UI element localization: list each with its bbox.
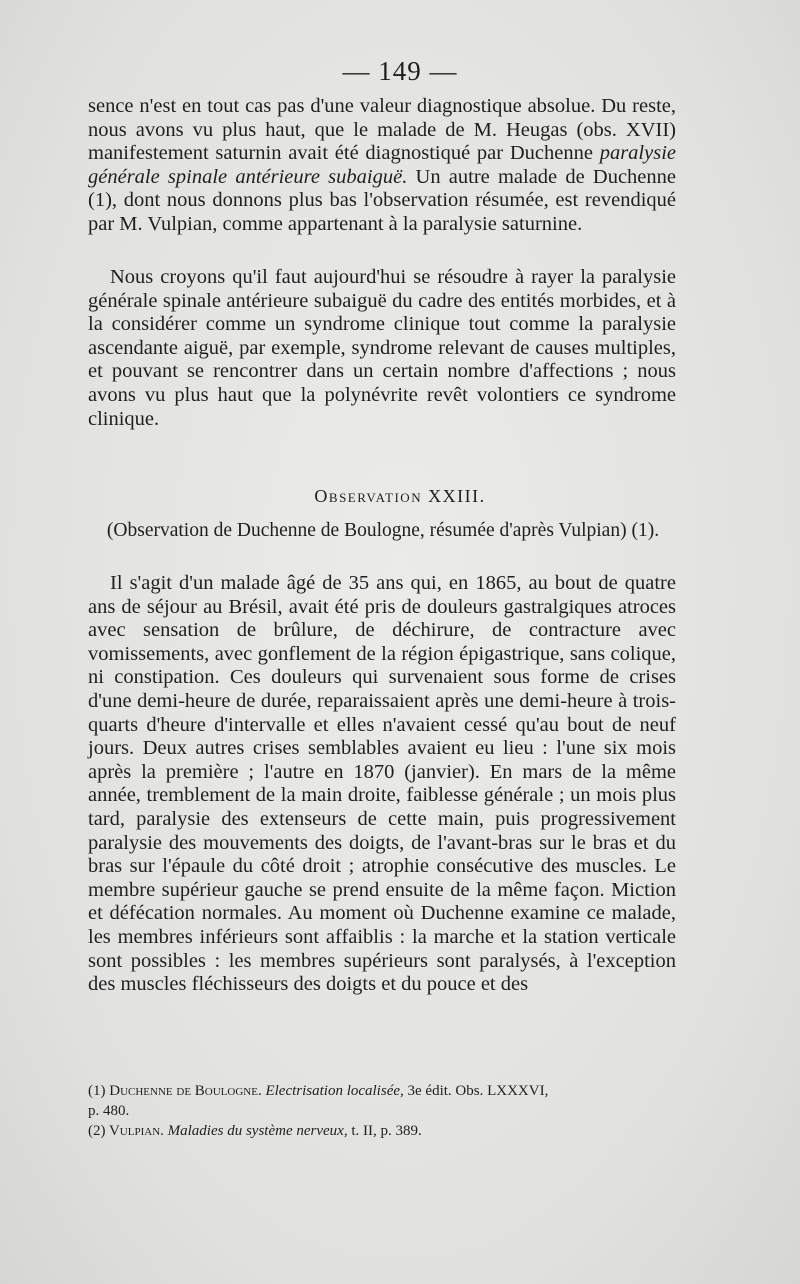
footnote-1-title: Electrisation localisée, (265, 1083, 404, 1099)
paragraph-1-text: sence n'est en tout cas pas d'une valeur diagnostique absolue. Du reste, nous avons vu plus haut, que le malade de M. Heugas (obs. XVII) manifestement saturnin avait été diagnostiqué par Duchenne (88, 95, 676, 165)
text-block-conclusion (88, 266, 676, 431)
observation-subtitle: (Observation de Duchenne de Boulogne, résumée d'après Vulpian) (1). (106, 520, 660, 541)
footnote-1-rest: 3e édit. Obs. LXXXVI, (407, 1083, 549, 1099)
footnote-2-rest: t. II, p. 389. (351, 1123, 422, 1139)
paragraph-1-end: Un autre malade de Duchenne (1), dont nous donnons plus bas l'observation résumée, est revendiqué par M. Vulpian, comme appartenant à la paralysie saturnine. (88, 165, 676, 235)
paragraph-1-italic: paralysie générale spinale antérieure subaiguë. (88, 142, 676, 188)
paragraph-2: Nous croyons qu'il faut aujourd'hui se résoudre à rayer la paralysie générale spinale antérieure subaiguë du cadre des entités morbides, et à la considérer comme un syndrome clinique tout comme la paralysie ascendante aiguë, par exemple, syndrome relevant de causes multiples, et pouvant se rencontrer dans un certain nombre d'affections ; nous avons vu plus haut que la polynévrite revêt volontiers ce syndrome clinique. (88, 266, 676, 430)
page-number: — 149 — (342, 56, 458, 86)
footnote-1 (88, 1081, 680, 1101)
observation-title: Observation XXIII. (314, 486, 486, 506)
footnote-2 (88, 1121, 680, 1141)
footnote-2-author: (2) Vulpian. (88, 1123, 164, 1139)
paragraph-3: Il s'agit d'un malade âgé de 35 ans qui, en 1865, au bout de quatre ans de séjour au Brésil, avait été pris de douleurs gastralgiques atroces avec sensation de brûlure, de déchirure, de contracture avec vomissements, avec gonflement de la région épigastrique, sans colique, ni constipation. Ces douleurs qui survenaient sous forme de crises d'une demi-heure de durée, reparaissaient après une demi-heure à trois-quarts d'heure d'intervalle et elles n'avaient cessé qu'au bout de neuf jours. Deux autres crises semblables avaient eu lieu : l'une six mois après la première ; l'autre en 1870 (janvier). En mars de la même année, tremblement de la main droite, faiblesse générale ; un mois plus tard, paralysie des extenseurs de cette main, puis progressivement paralysie des mouvements des doigts, de l'avant-bras sur le bras et du bras sur l'épaule du côté droit ; atrophie consécutive des muscles. Le membre supérieur gauche se prend ensuite de la même façon. Miction et défécation normales. Au moment où Duchenne examine ce malade, les membres inférieurs sont affaiblis : la marche et la station verticale sont possibles : les membres supérieurs sont paralysés, à l'exception des muscles fléchisseurs des doigts et du pouce et des (88, 572, 676, 996)
text-block-observation (88, 572, 676, 997)
paragraph-1 (88, 95, 676, 237)
footnote-2-title: Maladies du système nerveux, (167, 1123, 348, 1139)
footnote-1-author: (1) Duchenne de Boulogne. (88, 1083, 262, 1099)
footnote-1-page: p. 480. (88, 1103, 130, 1119)
footnotes (88, 1081, 680, 1141)
text-block-top (88, 95, 676, 237)
